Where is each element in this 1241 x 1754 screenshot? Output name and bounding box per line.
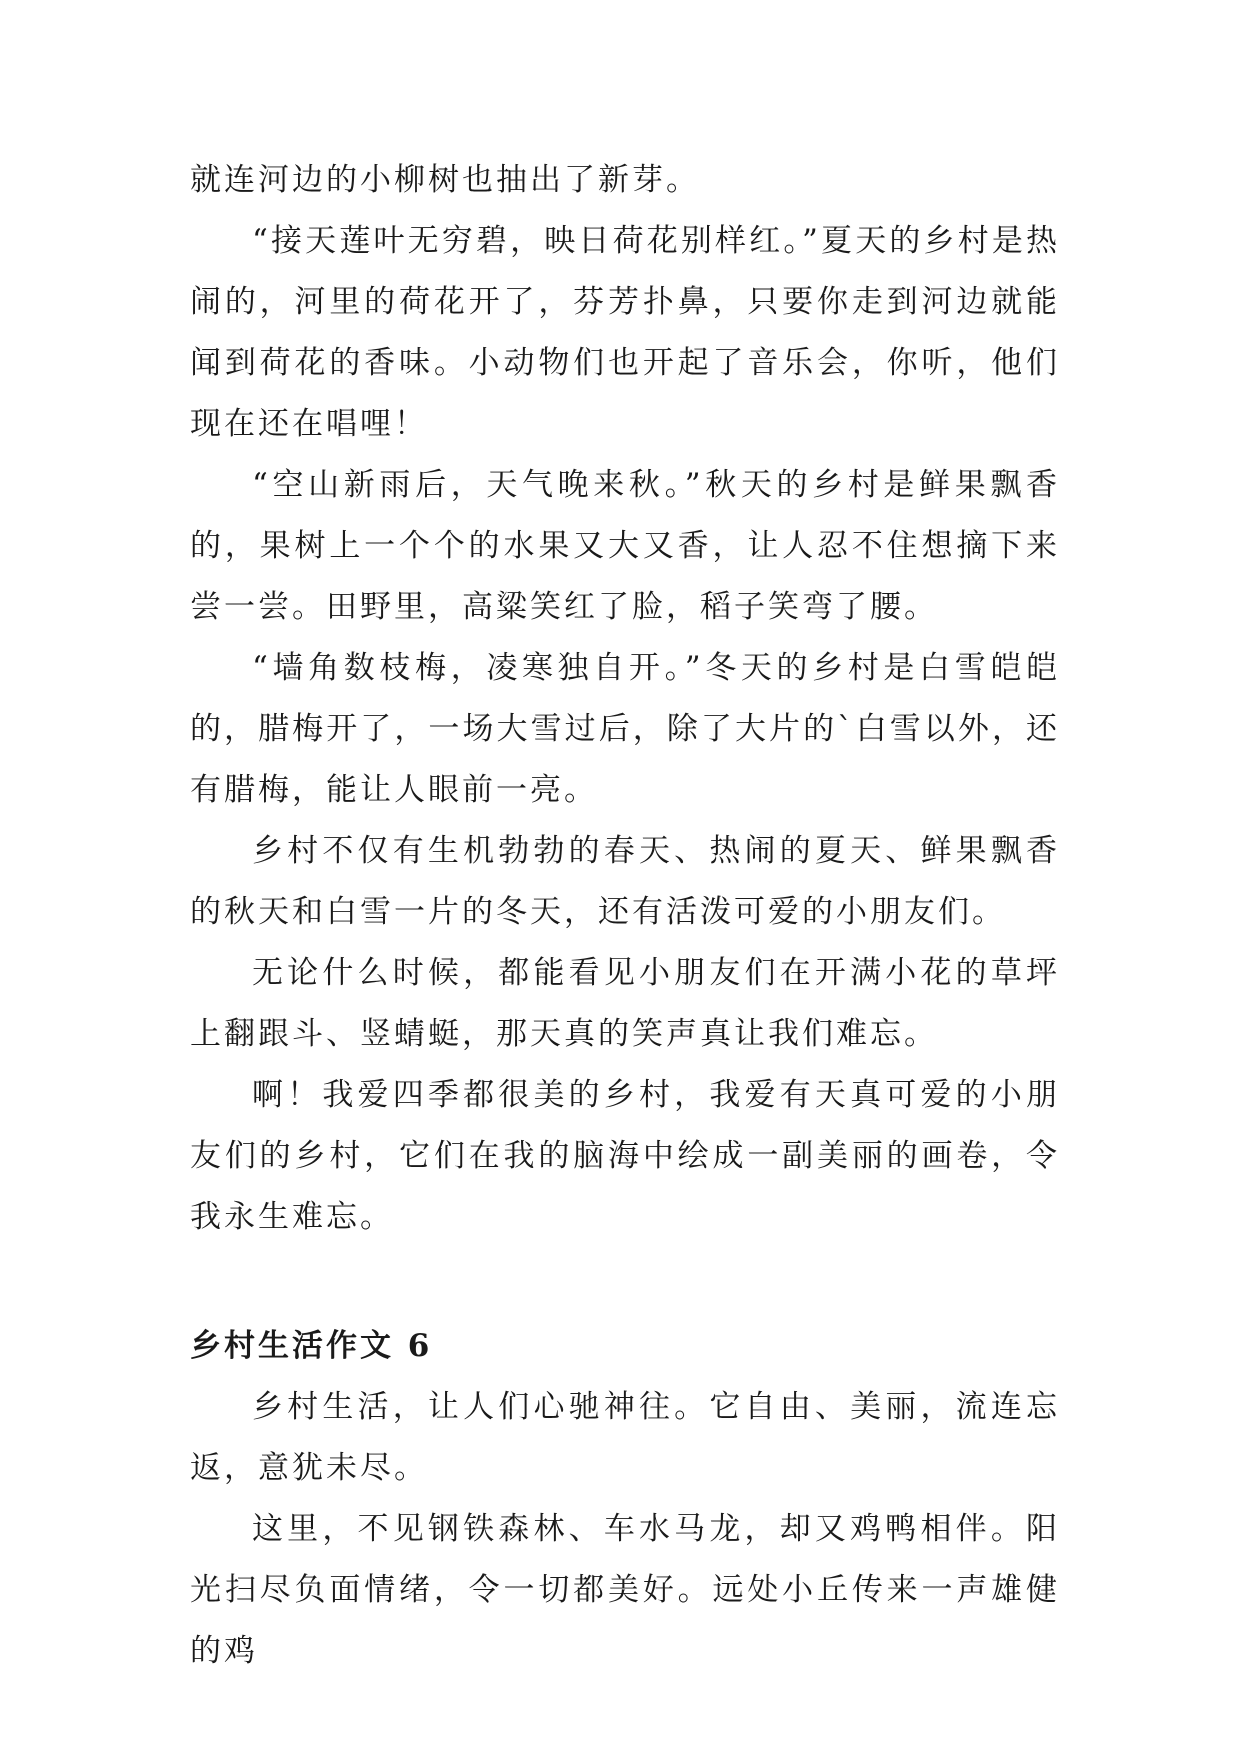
- document-page: [190, 150, 1060, 1682]
- paragraph-conclusion: 啊！我爱四季都很美的乡村，我爱有天真可爱的小朋友们的乡村，它们在我的脑海中绘成一副美丽的画卷，令我永生难忘。: [190, 1077, 1060, 1235]
- paragraph-laughter: 无论什么时候，都能看见小朋友们在开满小花的草坪上翻跟斗、竖蜻蜓，那天真的笑声真让我们难忘。: [190, 955, 1060, 1052]
- paragraph-summer: “接天莲叶无穷碧，映日荷花别样红。”夏天的乡村是热闹的，河里的荷花开了，芬芳扑鼻，只要你走到河边就能闻到荷花的香味。小动物们也开起了音乐会，你听，他们现在还在唱哩！: [190, 223, 1060, 442]
- section-title: 乡村生活作文 6: [190, 1328, 433, 1364]
- paragraph-intro: 乡村生活，让人们心驰神往。它自由、美丽，流连忘返，意犹未尽。: [190, 1389, 1060, 1486]
- paragraph-winter: “墙角数枝梅，凌寒独自开。”冬天的乡村是白雪皑皑的，腊梅开了，一场大雪过后，除了大片的`白雪以外，还有腊梅，能让人眼前一亮。: [190, 650, 1060, 808]
- paragraph-continuation: 就连河边的小柳树也抽出了新芽。: [190, 162, 700, 198]
- paragraph-autumn: “空山新雨后，天气晚来秋。”秋天的乡村是鲜果飘香的，果树上一个个的水果又大又香，让人忍不住想摘下来尝一尝。田野里，高粱笑红了脸，稻子笑弯了腰。: [190, 467, 1060, 625]
- paragraph-children: 乡村不仅有生机勃勃的春天、热闹的夏天、鲜果飘香的秋天和白雪一片的冬天，还有活泼可爱的小朋友们。: [190, 833, 1060, 930]
- paragraph-description: 这里，不见钢铁森林、车水马龙，却又鸡鸭相伴。阳光扫尽负面情绪，令一切都美好。远处小丘传来一声雄健的鸡: [190, 1511, 1060, 1669]
